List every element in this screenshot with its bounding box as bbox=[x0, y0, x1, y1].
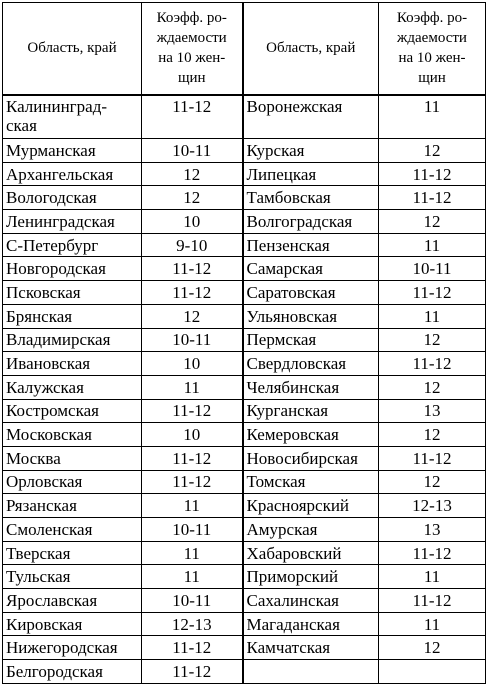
header-region-left: Область, край bbox=[3, 3, 142, 95]
header-region-right: Область, край bbox=[243, 3, 379, 95]
birth-rate-value: 11 bbox=[142, 494, 243, 518]
table-row bbox=[3, 375, 486, 399]
birth-rate-value: 13 bbox=[379, 399, 486, 423]
birth-rate-value: 11-12 bbox=[142, 660, 243, 684]
region-name: Псковская bbox=[3, 281, 142, 305]
birth-rate-value: 11 bbox=[379, 233, 486, 257]
table-row bbox=[3, 660, 486, 684]
table-row bbox=[3, 233, 486, 257]
region-name: Брянская bbox=[3, 304, 142, 328]
birth-rate-value: 11-12 bbox=[379, 162, 486, 186]
birth-rate-value: 12 bbox=[379, 210, 486, 234]
table-row bbox=[3, 518, 486, 542]
table-row bbox=[3, 494, 486, 518]
table-row bbox=[3, 423, 486, 447]
birth-rate-value: 11-12 bbox=[142, 95, 243, 139]
table-row bbox=[3, 162, 486, 186]
region-name: Магаданская bbox=[243, 612, 379, 636]
header-rate-right bbox=[379, 3, 486, 95]
birth-rate-value: 11-12 bbox=[142, 281, 243, 305]
region-name: Камчатская bbox=[243, 636, 379, 660]
region-name: Воронежская bbox=[243, 95, 379, 139]
table-row bbox=[3, 612, 486, 636]
birth-rate-value: 12 bbox=[142, 162, 243, 186]
table-row bbox=[3, 399, 486, 423]
region-name: Красноярский bbox=[243, 494, 379, 518]
region-name: Смоленская bbox=[3, 518, 142, 542]
birth-rate-value: 12 bbox=[379, 470, 486, 494]
region-name: Архангельская bbox=[3, 162, 142, 186]
table-row bbox=[3, 281, 486, 305]
table-row bbox=[3, 210, 486, 234]
table-row bbox=[3, 304, 486, 328]
region-name: Белгородская bbox=[3, 660, 142, 684]
header-rate-line: щин bbox=[418, 70, 446, 87]
birth-rate-value: 11 bbox=[379, 95, 486, 139]
region-name: Новосибирская bbox=[243, 446, 379, 470]
region-name: Хабаровский bbox=[243, 541, 379, 565]
region-name: Кировская bbox=[3, 612, 142, 636]
birth-rate-value: 11-12 bbox=[379, 589, 486, 613]
region-name: Самарская bbox=[243, 257, 379, 281]
birth-rate-value: 11 bbox=[379, 304, 486, 328]
birth-rate-value: 10 bbox=[142, 352, 243, 376]
region-name: Липецкая bbox=[243, 162, 379, 186]
birth-rate-value: 12 bbox=[379, 328, 486, 352]
region-name: Калужская bbox=[3, 375, 142, 399]
header-rate-line: ждаемости bbox=[397, 30, 467, 47]
birth-rate-table bbox=[2, 2, 486, 684]
region-name: Курская bbox=[243, 139, 379, 163]
birth-rate-value: 10 bbox=[142, 210, 243, 234]
birth-rate-value: 11 bbox=[142, 565, 243, 589]
birth-rate-value: 10-11 bbox=[142, 139, 243, 163]
region-name: Московская bbox=[3, 423, 142, 447]
region-name: Курганская bbox=[243, 399, 379, 423]
table-row bbox=[3, 470, 486, 494]
table-row bbox=[3, 446, 486, 470]
birth-rate-value: 12 bbox=[142, 186, 243, 210]
region-name: Амурская bbox=[243, 518, 379, 542]
table-row bbox=[3, 352, 486, 376]
region-name: Ивановская bbox=[3, 352, 142, 376]
birth-rate-value: 12 bbox=[379, 423, 486, 447]
birth-rate-value: 10-11 bbox=[142, 589, 243, 613]
region-name: Приморский bbox=[243, 565, 379, 589]
birth-rate-value: 11 bbox=[142, 541, 243, 565]
header-rate-line: на 10 жен- bbox=[158, 50, 226, 67]
birth-rate-value: 11-12 bbox=[142, 636, 243, 660]
header-rate-line: щин bbox=[177, 70, 206, 87]
table-row bbox=[3, 95, 486, 139]
birth-rate-value bbox=[379, 660, 486, 684]
birth-rate-value: 9-10 bbox=[142, 233, 243, 257]
birth-rate-value: 11-12 bbox=[379, 352, 486, 376]
birth-rate-value: 11-12 bbox=[379, 281, 486, 305]
region-name: Сахалинская bbox=[243, 589, 379, 613]
birth-rate-value: 11 bbox=[379, 612, 486, 636]
region-name: Свердловская bbox=[243, 352, 379, 376]
header-rate-left bbox=[142, 3, 243, 95]
birth-rate-value: 11-12 bbox=[379, 541, 486, 565]
table-body bbox=[3, 3, 486, 684]
region-name: Рязанская bbox=[3, 494, 142, 518]
birth-rate-value: 11-12 bbox=[142, 446, 243, 470]
birth-rate-value: 12 bbox=[379, 636, 486, 660]
birth-rate-value: 13 bbox=[379, 518, 486, 542]
birth-rate-value: 11-12 bbox=[142, 470, 243, 494]
region-name: Ярославская bbox=[3, 589, 142, 613]
header-rate-line: Коэфф. ро- bbox=[396, 10, 468, 27]
birth-rate-value: 11 bbox=[379, 565, 486, 589]
region-name: Пензенская bbox=[243, 233, 379, 257]
region-name: Тверская bbox=[3, 541, 142, 565]
birth-rate-value: 12 bbox=[379, 375, 486, 399]
birth-rate-value: 12-13 bbox=[142, 612, 243, 636]
region-name: Калининград- ская bbox=[3, 95, 142, 139]
region-name: Вологодская bbox=[3, 186, 142, 210]
region-name: Владимирская bbox=[3, 328, 142, 352]
table-row bbox=[3, 257, 486, 281]
birth-rate-value: 10-11 bbox=[142, 328, 243, 352]
header-rate-line: ждаемости bbox=[156, 30, 227, 47]
region-name: Тульская bbox=[3, 565, 142, 589]
region-name bbox=[243, 660, 379, 684]
table-row bbox=[3, 589, 486, 613]
birth-rate-value: 10-11 bbox=[379, 257, 486, 281]
region-name: Саратовская bbox=[243, 281, 379, 305]
birth-rate-value: 10 bbox=[142, 423, 243, 447]
table-row bbox=[3, 328, 486, 352]
table-row bbox=[3, 565, 486, 589]
birth-rate-value: 11-12 bbox=[142, 257, 243, 281]
region-name: Орловская bbox=[3, 470, 142, 494]
region-name: Нижегородская bbox=[3, 636, 142, 660]
region-name: Ульяновская bbox=[243, 304, 379, 328]
birth-rate-value: 12-13 bbox=[379, 494, 486, 518]
birth-rate-value: 11-12 bbox=[379, 186, 486, 210]
header-rate-line: Коэфф. ро- bbox=[156, 10, 227, 27]
region-name: Пермская bbox=[243, 328, 379, 352]
table-row bbox=[3, 186, 486, 210]
table-row bbox=[3, 139, 486, 163]
region-name: Челябинская bbox=[243, 375, 379, 399]
region-name: Мурманская bbox=[3, 139, 142, 163]
header-rate-line: на 10 жен- bbox=[398, 50, 466, 67]
birth-rate-value: 12 bbox=[379, 139, 486, 163]
birth-rate-value: 12 bbox=[142, 304, 243, 328]
birth-rate-value: 10-11 bbox=[142, 518, 243, 542]
table-row bbox=[3, 541, 486, 565]
region-name: Ленинградская bbox=[3, 210, 142, 234]
birth-rate-value: 11-12 bbox=[379, 446, 486, 470]
region-name: Москва bbox=[3, 446, 142, 470]
region-name: Тамбовская bbox=[243, 186, 379, 210]
region-name: Томская bbox=[243, 470, 379, 494]
region-name: Костромская bbox=[3, 399, 142, 423]
region-name: Волгоградская bbox=[243, 210, 379, 234]
region-name: С-Петербург bbox=[3, 233, 142, 257]
birth-rate-value: 11 bbox=[142, 375, 243, 399]
region-name: Кемеровская bbox=[243, 423, 379, 447]
region-name: Новгородская bbox=[3, 257, 142, 281]
table-row bbox=[3, 636, 486, 660]
header-row bbox=[3, 3, 486, 95]
birth-rate-value: 11-12 bbox=[142, 399, 243, 423]
